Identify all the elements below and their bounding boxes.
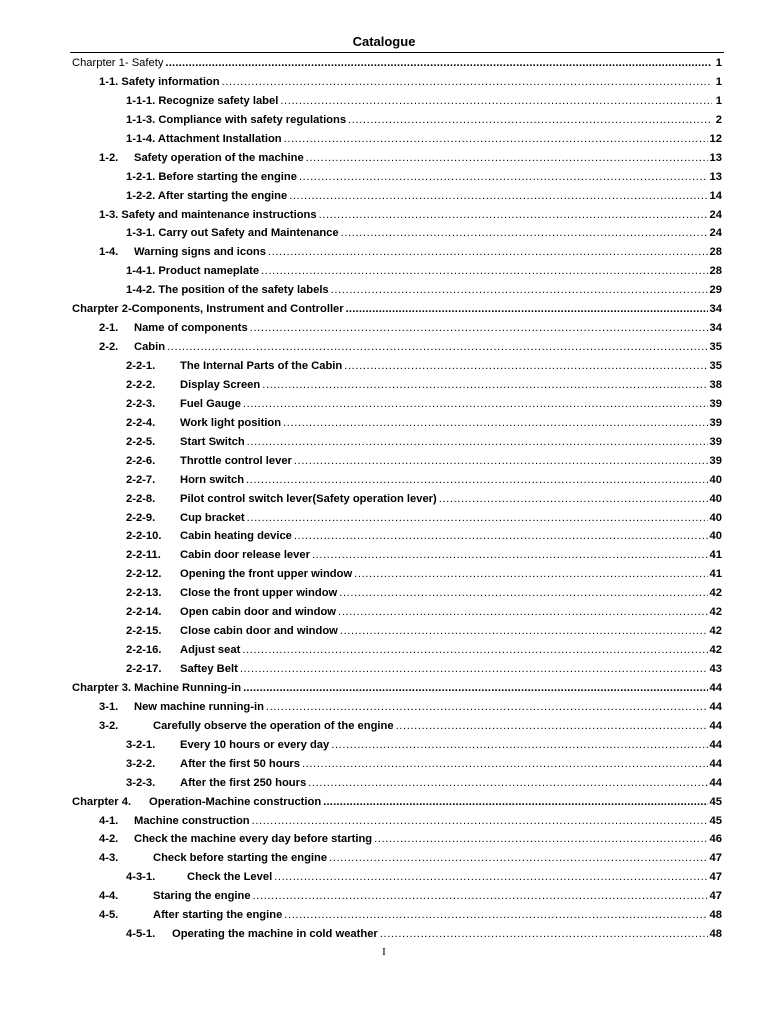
toc-entry-page: 29 xyxy=(709,284,722,297)
toc-entry-label: Name of components xyxy=(134,322,248,335)
toc-entry-label: 1-2-1. Before starting the engine xyxy=(126,170,297,183)
toc-entry[interactable] xyxy=(72,925,722,944)
toc-entry-number: 2-2-17. xyxy=(126,663,162,675)
toc-entry[interactable] xyxy=(72,849,722,868)
toc-entry-label: Saftey Belt xyxy=(180,663,238,675)
toc-entry-label: Opening the front upper window xyxy=(180,568,353,581)
toc-entry-number: 3-2-1. xyxy=(126,738,156,751)
toc-entry[interactable] xyxy=(72,54,722,73)
toc-entry[interactable] xyxy=(72,130,722,149)
toc-entry-label: Operation-Machine construction xyxy=(149,795,322,808)
toc-entry-label: Safety operation of the machine xyxy=(134,151,304,164)
toc-entry[interactable] xyxy=(72,338,722,357)
toc-entry-page: 2 xyxy=(715,113,722,126)
toc-entry-label: Cabin xyxy=(134,341,166,354)
toc-dot-leader xyxy=(339,584,707,603)
toc-entry[interactable] xyxy=(72,527,722,546)
toc-entry-number: 2-2-10. xyxy=(126,530,162,543)
toc-entry-number: 2-2-6. xyxy=(126,454,156,467)
toc-entry[interactable] xyxy=(72,736,722,755)
toc-entry-number: 4-5-1. xyxy=(126,928,156,941)
toc-entry-label: 1-1-1. Recognize safety label xyxy=(126,94,279,107)
toc-entry-number: 2-2-13. xyxy=(126,587,162,600)
toc-entry-number: 2-2-7. xyxy=(126,473,156,486)
title-underline xyxy=(70,52,724,53)
toc-dot-leader xyxy=(312,546,708,565)
toc-dot-leader xyxy=(240,660,708,679)
toc-entry-page: 42 xyxy=(709,587,722,600)
toc-entry-page: 39 xyxy=(709,416,722,429)
toc-entry-number: 2-2-8. xyxy=(126,492,156,505)
toc-dot-leader xyxy=(243,395,708,414)
toc-dot-leader xyxy=(306,149,708,168)
toc-dot-leader xyxy=(439,490,708,509)
toc-entry-label: Charpter 3. Machine Running-in xyxy=(72,681,242,694)
toc-entry-label: Machine construction xyxy=(134,814,250,827)
toc-entry-page: 28 xyxy=(709,246,722,259)
toc-entry-page: 40 xyxy=(709,530,722,543)
toc-entry-label: After starting the engine xyxy=(153,909,283,922)
toc-entry-number: Charpter 4. xyxy=(72,795,132,808)
toc-entry-label: Warning signs and icons xyxy=(134,246,266,259)
toc-entry-label: Close cabin door and window xyxy=(180,625,338,638)
toc-dot-leader xyxy=(261,262,708,281)
toc-dot-leader xyxy=(274,868,707,887)
toc-dot-leader xyxy=(222,73,712,92)
toc-entry[interactable] xyxy=(72,73,722,92)
toc-entry[interactable] xyxy=(72,887,722,906)
toc-entry[interactable] xyxy=(72,622,722,641)
toc-entry-page: 47 xyxy=(709,871,722,884)
toc-entry-label: 1-4-1. Product nameplate xyxy=(126,265,260,278)
toc-dot-leader xyxy=(284,130,708,149)
toc-entry[interactable] xyxy=(72,224,722,243)
toc-entry[interactable] xyxy=(72,660,722,679)
toc-dot-leader xyxy=(308,774,707,793)
page-number: I xyxy=(382,946,386,958)
toc-entry-page: 42 xyxy=(709,606,722,619)
toc-dot-leader xyxy=(294,527,708,546)
toc-entry[interactable] xyxy=(72,584,722,603)
toc-entry-number: 2-2-14. xyxy=(126,606,162,619)
toc-entry-label: Staring the engine xyxy=(153,890,251,903)
toc-dot-leader xyxy=(331,281,708,300)
toc-entry-page: 39 xyxy=(709,435,722,448)
toc-dot-leader xyxy=(253,887,708,906)
toc-entry-page: 38 xyxy=(709,378,722,391)
toc-entry[interactable] xyxy=(72,830,722,849)
toc-entry-number: 3-2. xyxy=(99,719,119,732)
toc-entry-label: Open cabin door and window xyxy=(180,606,337,619)
toc-entry-label: Close the front upper window xyxy=(180,587,338,600)
table-of-contents xyxy=(72,54,722,944)
toc-entry-number: 4-4. xyxy=(99,890,119,903)
toc-entry-page: 39 xyxy=(709,397,722,410)
toc-dot-leader xyxy=(348,111,712,130)
toc-dot-leader xyxy=(331,736,707,755)
toc-entry-page: 44 xyxy=(709,757,722,770)
toc-entry-label: Pilot control switch lever(Safety operation lever) xyxy=(180,492,437,505)
toc-entry[interactable] xyxy=(72,698,722,717)
toc-entry-page: 46 xyxy=(709,833,722,846)
toc-entry-page: 44 xyxy=(709,719,722,732)
toc-entry-label: Display Screen xyxy=(180,378,261,391)
toc-dot-leader xyxy=(323,793,707,812)
toc-dot-leader xyxy=(246,471,708,490)
toc-entry-page: 40 xyxy=(709,473,722,486)
toc-entry-label: 1-1-4. Attachment Installation xyxy=(126,132,282,145)
toc-entry-page: 24 xyxy=(709,227,722,240)
toc-dot-leader xyxy=(165,54,712,73)
toc-dot-leader xyxy=(346,300,708,319)
toc-entry-page: 1 xyxy=(715,94,722,107)
toc-dot-leader xyxy=(289,187,707,206)
toc-entry[interactable] xyxy=(72,641,722,660)
toc-entry-label: Start Switch xyxy=(180,435,245,448)
toc-entry-number: 4-5. xyxy=(99,909,119,922)
toc-entry-label: Operating the machine in cold weather xyxy=(172,928,378,941)
toc-entry-number: 4-2. xyxy=(99,833,119,846)
toc-entry-page: 48 xyxy=(709,928,722,941)
toc-entry-number: 4-3. xyxy=(99,852,119,865)
toc-entry[interactable] xyxy=(72,471,722,490)
toc-entry[interactable] xyxy=(72,603,722,622)
toc-entry-label: Charpter 1- Safety xyxy=(72,57,164,69)
toc-entry-number: 2-2-12. xyxy=(126,568,162,581)
toc-entry-number: 2-2-1. xyxy=(126,360,156,372)
toc-entry[interactable] xyxy=(72,206,722,225)
toc-entry-label: 1-1-3. Compliance with safety regulations xyxy=(126,113,347,126)
toc-entry-label: New machine running-in xyxy=(134,700,264,713)
toc-entry[interactable] xyxy=(72,793,722,812)
toc-entry-page: 44 xyxy=(709,700,722,713)
toc-entry-page: 44 xyxy=(709,681,722,694)
toc-entry-number: 1-4. xyxy=(99,246,119,259)
toc-dot-leader xyxy=(283,414,707,433)
toc-entry-number: 2-2-4. xyxy=(126,416,156,429)
toc-entry-page: 47 xyxy=(709,852,722,865)
toc-entry[interactable] xyxy=(72,546,722,565)
toc-dot-leader xyxy=(380,925,708,944)
toc-entry-number: 3-1. xyxy=(99,700,119,713)
toc-entry-label: Check the machine every day before starting xyxy=(134,833,373,846)
toc-dot-leader xyxy=(354,565,707,584)
toc-entry-page: 35 xyxy=(709,341,722,354)
toc-entry-page: 13 xyxy=(709,170,722,183)
toc-dot-leader xyxy=(299,168,708,187)
toc-entry[interactable] xyxy=(72,774,722,793)
toc-entry[interactable] xyxy=(72,168,722,187)
toc-entry-label: After the first 50 hours xyxy=(180,757,300,770)
toc-dot-leader xyxy=(247,509,708,528)
toc-entry-number: 2-2-3. xyxy=(126,397,156,410)
toc-entry[interactable] xyxy=(72,509,722,528)
toc-entry-page: 14 xyxy=(709,189,722,202)
toc-entry-page: 44 xyxy=(709,776,722,789)
toc-entry-label: Adjust seat xyxy=(180,644,241,657)
toc-entry-label: Carefully observe the operation of the engine xyxy=(153,719,394,732)
toc-entry-page: 42 xyxy=(709,625,722,638)
toc-entry[interactable] xyxy=(72,319,722,338)
toc-entry[interactable] xyxy=(72,433,722,452)
toc-entry-page: 42 xyxy=(709,644,722,657)
toc-entry-page: 40 xyxy=(709,511,722,524)
toc-dot-leader xyxy=(266,698,708,717)
toc-entry-page: 41 xyxy=(709,549,722,562)
toc-entry-number: 2-2. xyxy=(99,341,119,354)
toc-dot-leader xyxy=(268,243,708,262)
toc-dot-leader xyxy=(252,812,708,831)
toc-entry-page: 40 xyxy=(709,492,722,505)
toc-entry-number: 2-2-5. xyxy=(126,435,156,448)
toc-entry-label: Horn switch xyxy=(180,473,245,486)
toc-dot-leader xyxy=(243,679,707,698)
toc-entry-label: Throttle control lever xyxy=(180,454,292,467)
toc-entry[interactable] xyxy=(72,452,722,471)
toc-entry-page: 34 xyxy=(709,322,722,335)
toc-entry[interactable] xyxy=(72,111,722,130)
toc-entry-page: 47 xyxy=(709,890,722,903)
toc-entry-page: 44 xyxy=(709,738,722,751)
toc-entry-page: 45 xyxy=(709,814,722,827)
toc-dot-leader xyxy=(280,92,712,111)
toc-entry-number: 1-2. xyxy=(99,151,119,164)
toc-entry[interactable] xyxy=(72,812,722,831)
toc-dot-leader xyxy=(396,717,708,736)
toc-dot-leader xyxy=(329,849,707,868)
toc-entry-label: Cabin door release lever xyxy=(180,549,310,562)
toc-entry-label: The Internal Parts of the Cabin xyxy=(180,360,343,372)
toc-entry-page: 1 xyxy=(715,75,722,88)
toc-entry-page: 34 xyxy=(709,303,722,316)
toc-entry-page: 45 xyxy=(709,795,722,808)
toc-entry-label: 1-2-2. After starting the engine xyxy=(126,189,288,202)
toc-dot-leader xyxy=(250,319,708,338)
toc-entry-label: Check before starting the engine xyxy=(153,852,328,865)
toc-entry-page: 41 xyxy=(709,568,722,581)
toc-entry-page: 12 xyxy=(709,132,722,145)
toc-entry[interactable] xyxy=(72,357,722,376)
toc-entry-number: 3-2-2. xyxy=(126,757,156,770)
toc-entry-page: 43 xyxy=(709,663,722,675)
toc-entry-number: 4-1. xyxy=(99,814,119,827)
toc-entry-page: 24 xyxy=(709,208,722,221)
toc-entry-number: 2-2-2. xyxy=(126,378,156,391)
toc-entry[interactable] xyxy=(72,262,722,281)
toc-entry[interactable] xyxy=(72,490,722,509)
document-title: Catalogue xyxy=(352,34,416,49)
toc-dot-leader xyxy=(284,906,707,925)
toc-entry[interactable] xyxy=(72,376,722,395)
toc-entry[interactable] xyxy=(72,395,722,414)
toc-entry[interactable] xyxy=(72,679,722,698)
toc-entry[interactable] xyxy=(72,243,722,262)
toc-entry-label: Work light position xyxy=(180,416,282,429)
toc-entry[interactable] xyxy=(72,187,722,206)
toc-dot-leader xyxy=(319,206,708,225)
toc-entry-number: 2-2-15. xyxy=(126,625,162,638)
toc-dot-leader xyxy=(344,357,707,376)
toc-entry-label: 1-4-2. The position of the safety labels xyxy=(126,284,329,297)
toc-entry[interactable] xyxy=(72,281,722,300)
toc-entry-number: 2-2-9. xyxy=(126,511,156,524)
toc-dot-leader xyxy=(262,376,707,395)
toc-entry[interactable] xyxy=(72,92,722,111)
toc-entry-label: Fuel Gauge xyxy=(180,397,241,410)
toc-entry-page: 48 xyxy=(709,909,722,922)
toc-dot-leader xyxy=(302,755,708,774)
toc-entry-page: 39 xyxy=(709,454,722,467)
toc-entry-label: Charpter 2-Components, Instrument and Controller xyxy=(72,303,344,316)
toc-entry-label: 1-3-1. Carry out Safety and Maintenance xyxy=(126,227,339,240)
toc-entry-number: 2-2-11. xyxy=(126,549,161,562)
toc-entry[interactable] xyxy=(72,755,722,774)
toc-entry-number: 3-2-3. xyxy=(126,776,156,789)
toc-dot-leader xyxy=(294,452,708,471)
toc-entry-number: 4-3-1. xyxy=(126,871,156,884)
toc-entry-label: Cabin heating device xyxy=(180,530,292,543)
toc-entry[interactable] xyxy=(72,565,722,584)
toc-dot-leader xyxy=(242,641,707,660)
toc-dot-leader xyxy=(167,338,707,357)
toc-entry-number: 2-1. xyxy=(99,322,119,335)
toc-entry-label: After the first 250 hours xyxy=(180,776,307,789)
toc-entry-label: Every 10 hours or every day xyxy=(180,738,330,751)
toc-entry[interactable] xyxy=(72,717,722,736)
toc-dot-leader xyxy=(341,224,708,243)
toc-entry-number: 2-2-16. xyxy=(126,644,162,657)
toc-entry-page: 1 xyxy=(715,57,722,69)
toc-dot-leader xyxy=(374,830,707,849)
toc-dot-leader xyxy=(247,433,708,452)
toc-entry-label: 1-1. Safety information xyxy=(99,75,220,88)
toc-entry-label: 1-3. Safety and maintenance instructions xyxy=(99,208,317,221)
toc-entry[interactable] xyxy=(72,868,722,887)
toc-entry-page: 28 xyxy=(709,265,722,278)
toc-entry[interactable] xyxy=(72,414,722,433)
toc-entry-page: 35 xyxy=(709,360,722,372)
toc-entry-label: Check the Level xyxy=(187,871,273,884)
toc-entry[interactable] xyxy=(72,906,722,925)
toc-dot-leader xyxy=(340,622,708,641)
toc-entry-label: Cup bracket xyxy=(180,511,245,524)
toc-entry-page: 13 xyxy=(709,151,722,164)
toc-dot-leader xyxy=(338,603,708,622)
toc-entry[interactable] xyxy=(72,300,722,319)
toc-entry[interactable] xyxy=(72,149,722,168)
